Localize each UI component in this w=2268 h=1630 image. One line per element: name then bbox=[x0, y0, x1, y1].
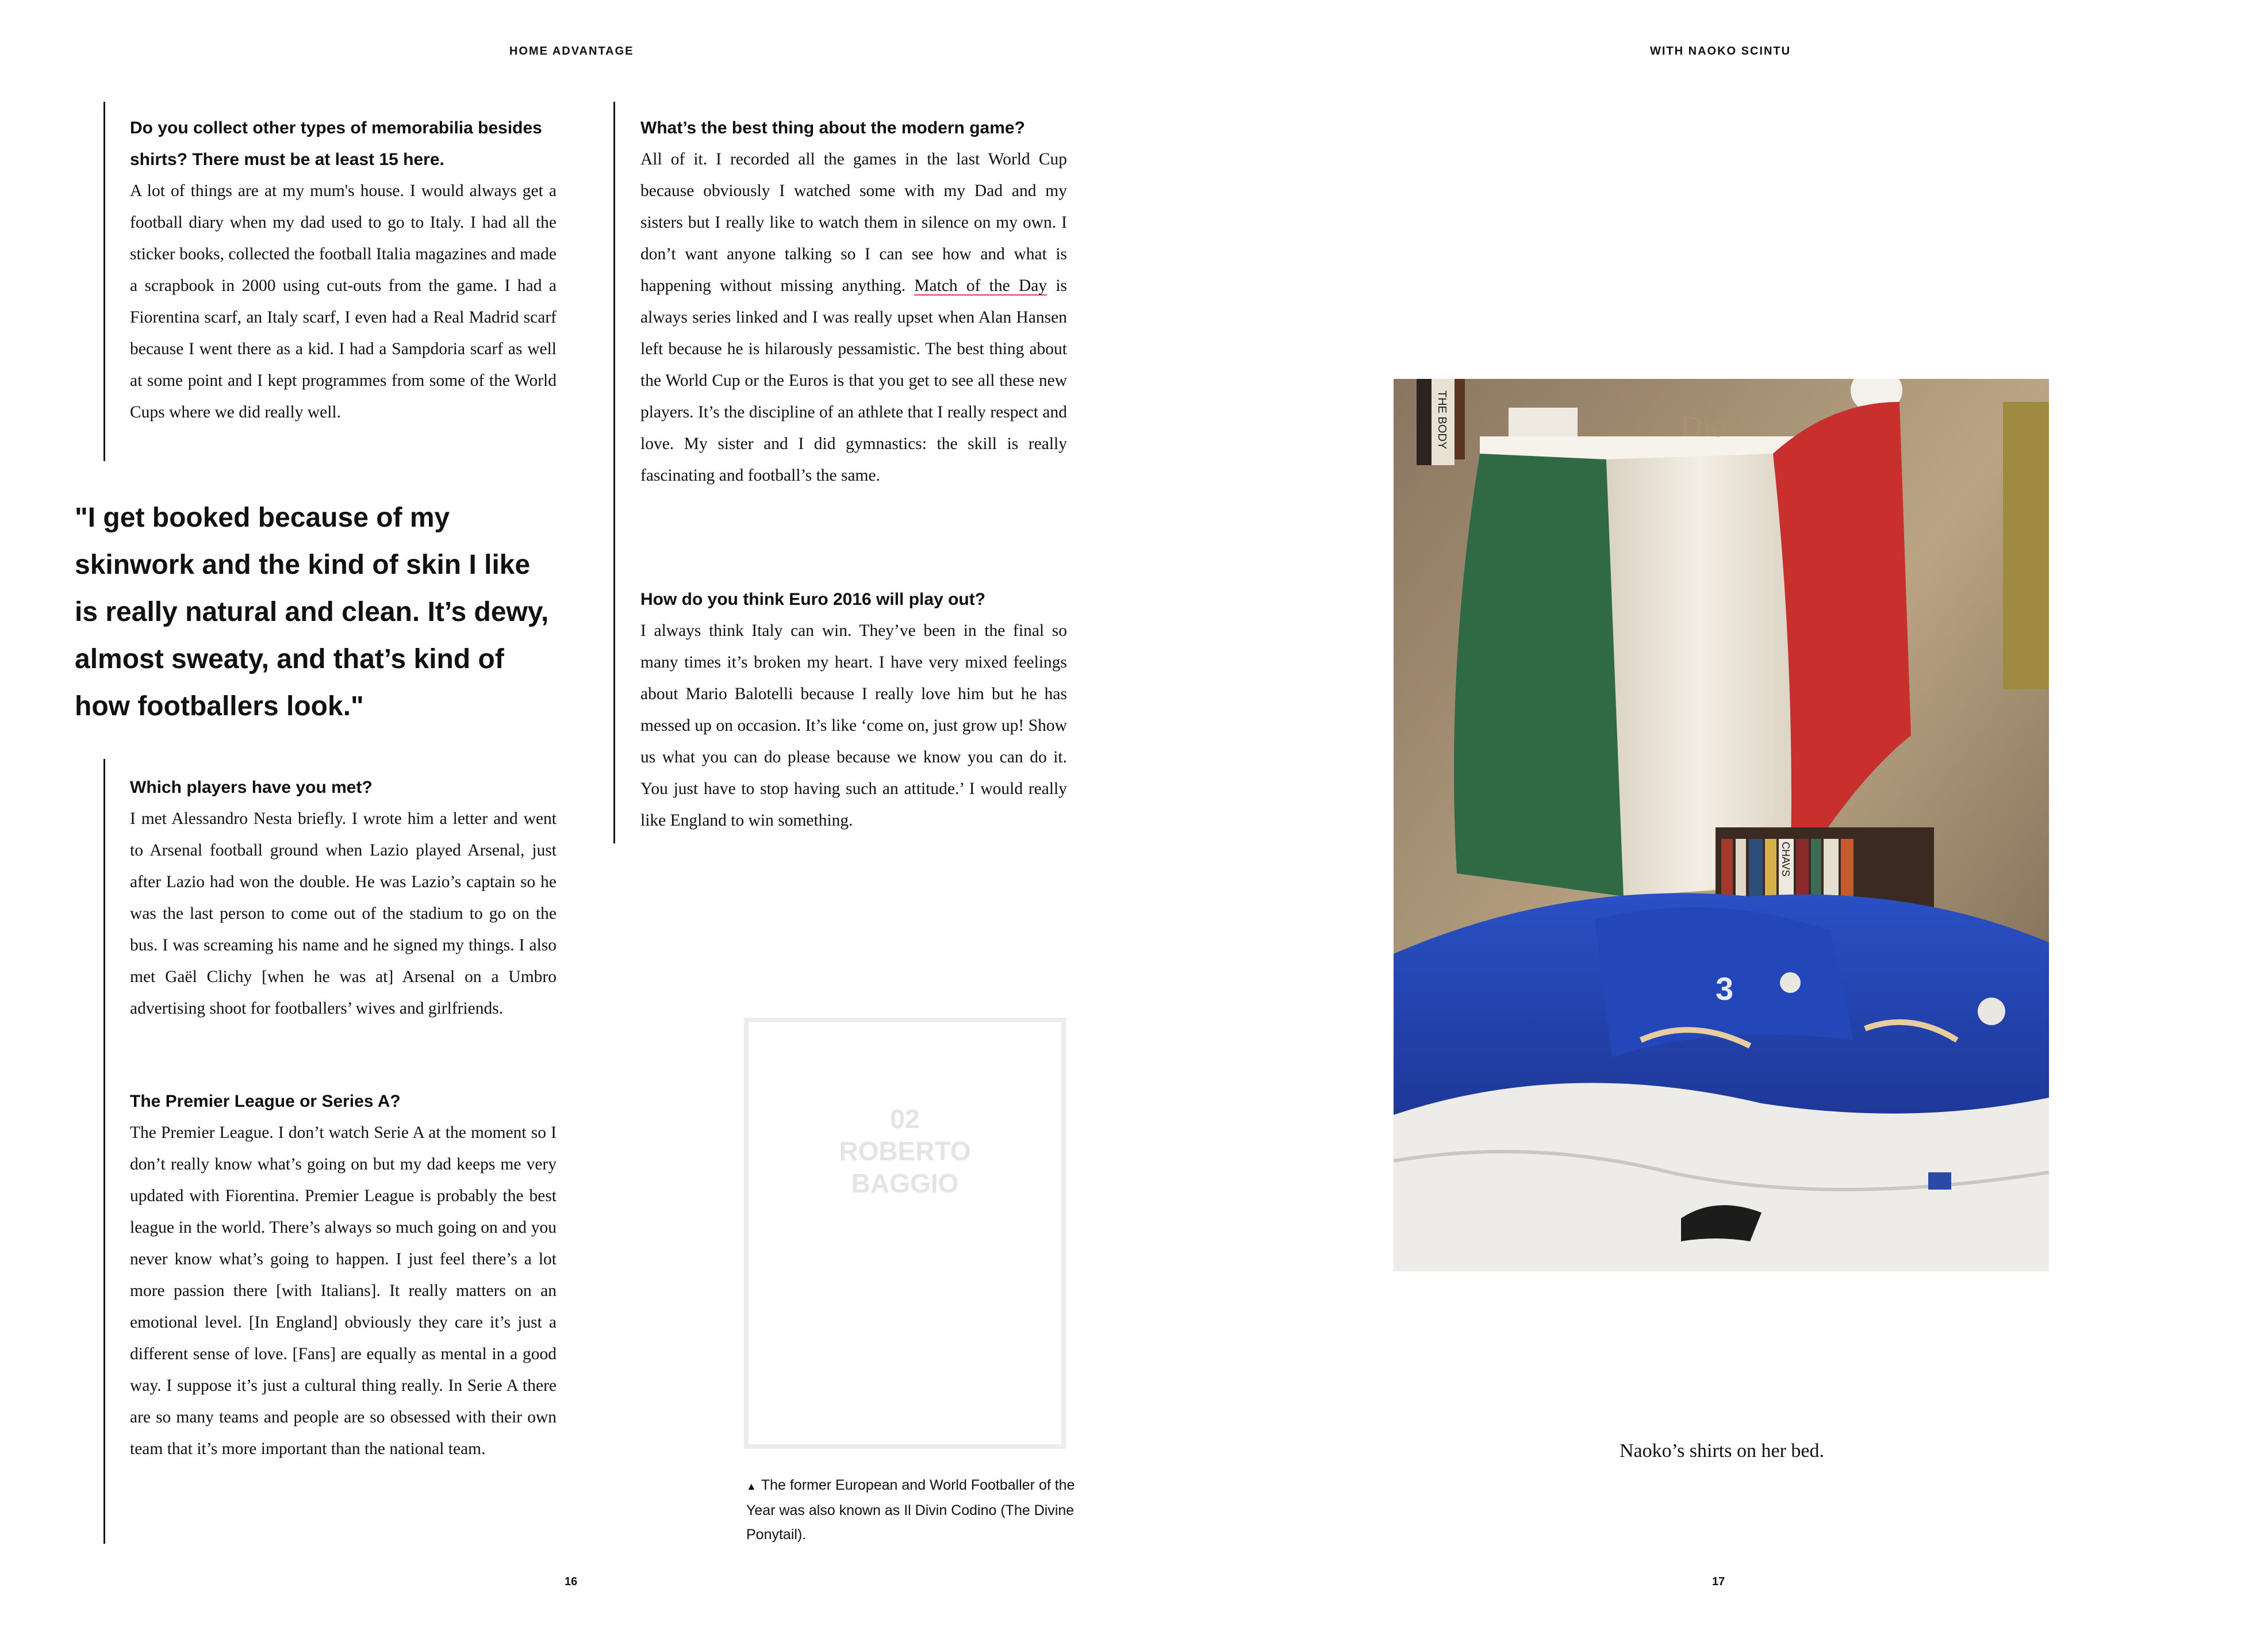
shirt-number-text: 3 bbox=[1716, 971, 1734, 1007]
column-rule-1 bbox=[103, 102, 105, 461]
match-of-the-day-link[interactable]: Match of the Day bbox=[914, 277, 1047, 295]
book-spine-chavs: CHAVS bbox=[1780, 842, 1791, 877]
player-card-label bbox=[749, 1103, 1061, 1199]
player-card-number: 02 bbox=[890, 1104, 920, 1134]
qa-memorabilia bbox=[130, 112, 557, 428]
answer-text-part: is always series linked and I was really upset when Alan Hansen left because he is hilarously pessamistic. The best thing about the World Cup or the Euros is that you get to see all these new players. It’s the discipline of an athlete that I really respect and love. My sister and I did gymnastics: the skill is really fascinating and football’s the same. bbox=[640, 277, 1067, 485]
photo-shirts-on-bed bbox=[1394, 379, 2049, 1271]
answer-text-part: All of it. I recorded all the games in the last World Cup because obviously I watched some with my Dad and my sisters but I really like to watch them in silence on my own. I don’t want anyone talking so I can see how and what is happening without missing anything. bbox=[640, 150, 1067, 295]
player-card-caption bbox=[746, 1473, 1080, 1547]
player-card-placeholder bbox=[744, 1018, 1066, 1449]
triangle-up-icon: ▲ bbox=[746, 1481, 757, 1492]
player-card-name-last: BAGGIO bbox=[851, 1168, 959, 1198]
answer-text: I met Alessandro Nesta briefly. I wrote him a letter and went to Arsenal football ground when Lazio played Arsenal, just after Lazio had won the double. He was Lazio’s captain so he was the last person to come out of the stadium to go on the bus. I was screaming his name and he signed my things. I also met Gaël Clichy [when he was at] Arsenal on a Umbro advertising shoot for footballers’ wives and girlfriends. bbox=[130, 810, 557, 1018]
photo-illustration bbox=[1394, 379, 2049, 1271]
right-running-header: WITH NAOKO SCINTU bbox=[1650, 45, 1791, 57]
left-page-number: 16 bbox=[565, 1575, 578, 1588]
left-running-header: HOME ADVANTAGE bbox=[509, 45, 634, 57]
qa-euro-2016 bbox=[640, 584, 1067, 837]
photo-caption: Naoko’s shirts on her bed. bbox=[1619, 1440, 1824, 1462]
pull-quote: "I get booked because of my skinwork and the kind of skin I like is really natural and clean. It’s dewy, almost sweaty, and that’s kind of how footballers look." bbox=[75, 503, 549, 722]
answer-text: A lot of things are at my mum's house. I would always get a football diary when my dad used to go to Italy. I had all the sticker books, collected the football Italia magazines and made a scrapbook in 2000 using cut-outs from the game. I had a Fiorentina scarf, an Italy scarf, I even had a Real Madrid scarf because I went there as a kid. I had a Sampdoria scarf as well at some point and I kept programmes from some of the World Cups where we did really well. bbox=[130, 182, 557, 421]
question-heading: What’s the best thing about the modern game? bbox=[640, 118, 1025, 137]
qa-premier-league bbox=[130, 1086, 557, 1465]
player-card-caption-text: The former European and World Footballer of the Year was also known as Il Divin Codino (The Divine Ponytail). bbox=[746, 1477, 1075, 1543]
answer-text bbox=[640, 144, 1067, 492]
player-card-name-first: ROBERTO bbox=[839, 1136, 971, 1166]
dior-text: Dior bbox=[1681, 411, 1736, 443]
question-heading: How do you think Euro 2016 will play out? bbox=[640, 590, 986, 609]
answer-text: The Premier League. I don’t watch Serie A at the moment so I don’t really know what’s going on but my dad keeps me very updated with Fiorentina. Premier League is probably the best league in the world. There’s always so much going on and you never know what’s going to happen. I just feel there’s a lot more passion there [with Italians]. It really matters on an emotional level. [In England] obviously they care it’s just a different sense of love. [Fans] are equally as mental in a good way. I suppose it’s just a cultural thing really. In Serie A there are so many teams and people are so obsessed with their own team that it’s more important than the national team. bbox=[130, 1123, 557, 1458]
question-heading: Do you collect other types of memorabilia besides shirts? There must be at least 15 here. bbox=[130, 118, 542, 169]
qa-modern-game bbox=[640, 112, 1067, 492]
qa-players-met bbox=[130, 772, 557, 1025]
column-rule-2 bbox=[103, 759, 105, 1544]
right-page-number: 17 bbox=[1712, 1575, 1725, 1588]
book-spine-text: THE BODY bbox=[1436, 390, 1448, 450]
column-rule-3 bbox=[613, 102, 615, 843]
question-heading: The Premier League or Series A? bbox=[130, 1092, 401, 1111]
answer-text: I always think Italy can win. They’ve been in the final so many times it’s broken my heart. I have very mixed feelings about Mario Balotelli because I really love him but he has messed up on occasion. It’s like ‘come on, just grow up! Show us what you can do please because we know you can do it. You just have to stop having such an attitude.’ I would really like England to win something. bbox=[640, 622, 1067, 830]
question-heading: Which players have you met? bbox=[130, 778, 373, 797]
